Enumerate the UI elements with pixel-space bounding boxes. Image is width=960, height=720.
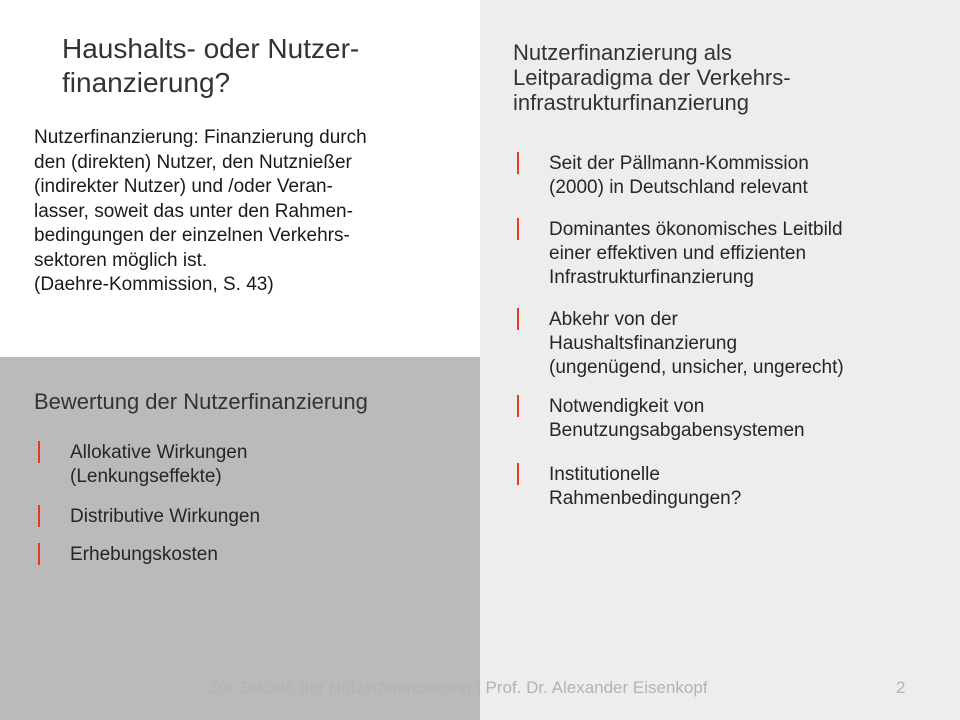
- list-item-line: einer effektiven und effizienten: [549, 243, 807, 264]
- slide-title-line: finanzierung?: [62, 67, 231, 98]
- list-item: [513, 218, 953, 290]
- slide-title: [62, 32, 462, 100]
- bullet-bar-icon: [517, 308, 519, 330]
- list-item: [34, 441, 464, 489]
- leitparadigma-title-line: Nutzerfinanzierung als: [513, 40, 732, 65]
- list-item-line: (2000) in Deutschland relevant: [549, 177, 808, 198]
- bullet-bar-icon: [38, 441, 40, 463]
- quote-line: sektoren möglich ist.: [34, 249, 208, 271]
- list-item-line: Rahmenbedingungen?: [549, 488, 742, 509]
- quote-line: den (direkten) Nutzer, den Nutznießer: [34, 151, 352, 173]
- list-item: [34, 505, 464, 529]
- quote-line: bedingungen der einzelnen Verkehrs-: [34, 225, 350, 246]
- list-item-text: [549, 463, 953, 511]
- list-item-text: [70, 543, 464, 567]
- list-item-line: Allokative Wirkungen: [70, 442, 248, 463]
- page-number: 2: [896, 678, 906, 697]
- bullet-bar-icon: [517, 395, 519, 417]
- list-item-text: [70, 505, 464, 529]
- footer-text: Zur Zukunft der Nutzerfinanzierung | Prof. Dr. Alexander Eisenkopf: [208, 678, 708, 697]
- list-item: [513, 395, 953, 443]
- bewertung-title: [34, 389, 368, 414]
- list-item-text: [549, 218, 953, 290]
- list-item-line: Erhebungskosten: [70, 544, 218, 565]
- quote-line: lasser, soweit das unter den Rahmen-: [34, 200, 353, 222]
- list-item-line: (ungenügend, unsicher, ungerecht): [549, 357, 844, 378]
- list-item-line: Notwendigkeit von: [549, 396, 705, 417]
- list-item-text: [549, 395, 953, 443]
- quote-line: Nutzerfinanzierung: Finanzierung durch: [34, 127, 367, 148]
- list-item-line: Haushaltsfinanzierung: [549, 333, 738, 354]
- bullet-bar-icon: [517, 152, 519, 174]
- list-item-text: [70, 441, 464, 489]
- list-item-line: (Lenkungseffekte): [70, 466, 222, 487]
- bullet-bar-icon: [38, 505, 40, 527]
- definition-quote: [34, 126, 459, 298]
- bullet-bar-icon: [517, 463, 519, 485]
- slide-title-line: Haushalts- oder Nutzer-: [62, 33, 360, 64]
- list-item-line: Dominantes ökonomisches Leitbild: [549, 219, 843, 240]
- leitparadigma-title-line: Leitparadigma der Verkehrs-: [513, 65, 791, 90]
- list-item-text: [549, 152, 953, 200]
- list-item: [513, 308, 953, 380]
- bullet-bar-icon: [517, 218, 519, 240]
- leitparadigma-list: [513, 152, 953, 529]
- list-item-line: Abkehr von der: [549, 309, 678, 330]
- list-item-line: Seit der Pällmann-Kommission: [549, 153, 809, 174]
- list-item-line: Institutionelle: [549, 464, 660, 485]
- list-item-line: Infrastrukturfinanzierung: [549, 267, 754, 288]
- leitparadigma-title: [513, 40, 791, 115]
- list-item: [34, 543, 464, 567]
- list-item-text: [549, 308, 953, 380]
- list-item-line: Distributive Wirkungen: [70, 506, 261, 527]
- bewertung-list: [34, 441, 464, 583]
- leitparadigma-title-line: infrastrukturfinanzierung: [513, 90, 750, 115]
- list-item: [513, 463, 953, 511]
- quote-source: (Daehre-Kommission, S. 43): [34, 274, 274, 295]
- list-item-line: Benutzungsabgabensystemen: [549, 420, 805, 441]
- bullet-bar-icon: [38, 543, 40, 565]
- bewertung-title-text: Bewertung der Nutzerfinanzierung: [34, 389, 368, 414]
- list-item: [513, 152, 953, 200]
- slide-footer: [0, 676, 960, 700]
- quote-line: (indirekter Nutzer) und /oder Veran-: [34, 176, 333, 197]
